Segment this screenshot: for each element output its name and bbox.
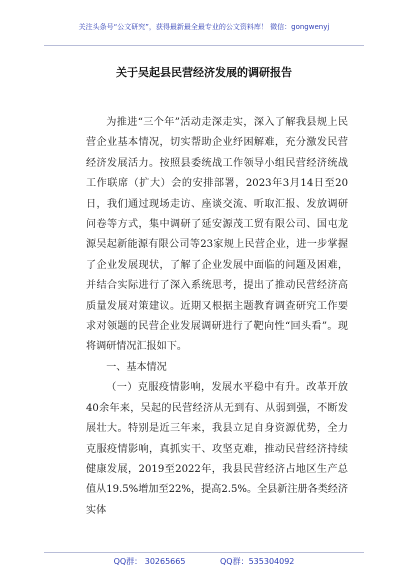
promo-header	[0, 22, 408, 46]
section-heading: 一、基本情况	[106, 361, 167, 373]
header-rule	[44, 45, 364, 46]
promo-header-text: 关注头条号“公文研究”，获得最新最全最专业的公文资料库！ 微信：gongwenyj	[78, 23, 330, 31]
qq-group-1: QQ群： 30265665	[113, 557, 186, 566]
footer-rule	[44, 552, 364, 553]
qq-group-2: QQ群：535304092	[220, 557, 295, 566]
intro-paragraph: 为推进“三个年”活动走深走实，深入了解我县规上民营企业基本情况，切实帮助企业纾困解难，充分激发民营经济发展活力。按照县委统战工作领导小组民营经济统战工作联席（扩大）会的安排部署，2023年3月14日至20日，我们通过现场走访、座谈交流、听取汇报、发放调研问卷等方式，集中调研了延安源茂工贸有限公司、国屯龙源吴起新能源有限公司等23家规上民营企业，进一步掌握了企业发展现状，了解了企业发展中面临的问题及困难，并结合实际进行了深入系统思考，提出了推动民营经济高质量发展对策建议。近期又根据主题教育调查研究工作要求对领题的民营企业发展调研进行了靶向性“回头看”。现将调研情况汇报如下。	[86, 117, 348, 353]
promo-footer	[0, 556, 408, 567]
document-body	[86, 113, 348, 521]
document-title: 关于吴起县民营经济发展的调研报告	[116, 66, 292, 79]
subsection-paragraph: （一）克服疫情影响，发展水平稳中有升。改革开放40余年来，吴起的民营经济从无到有、从弱到强，不断发展壮大。特别是近三年来，我县立足自身资源优势，全力克服疫情影响，真抓实干、攻坚克难，推动民营经济持续健康发展，2019至2022年，我县民营经济占地区生产总值从19.5%增加至22%，提高2.5%。全县新注册各类经济实体	[86, 382, 348, 516]
